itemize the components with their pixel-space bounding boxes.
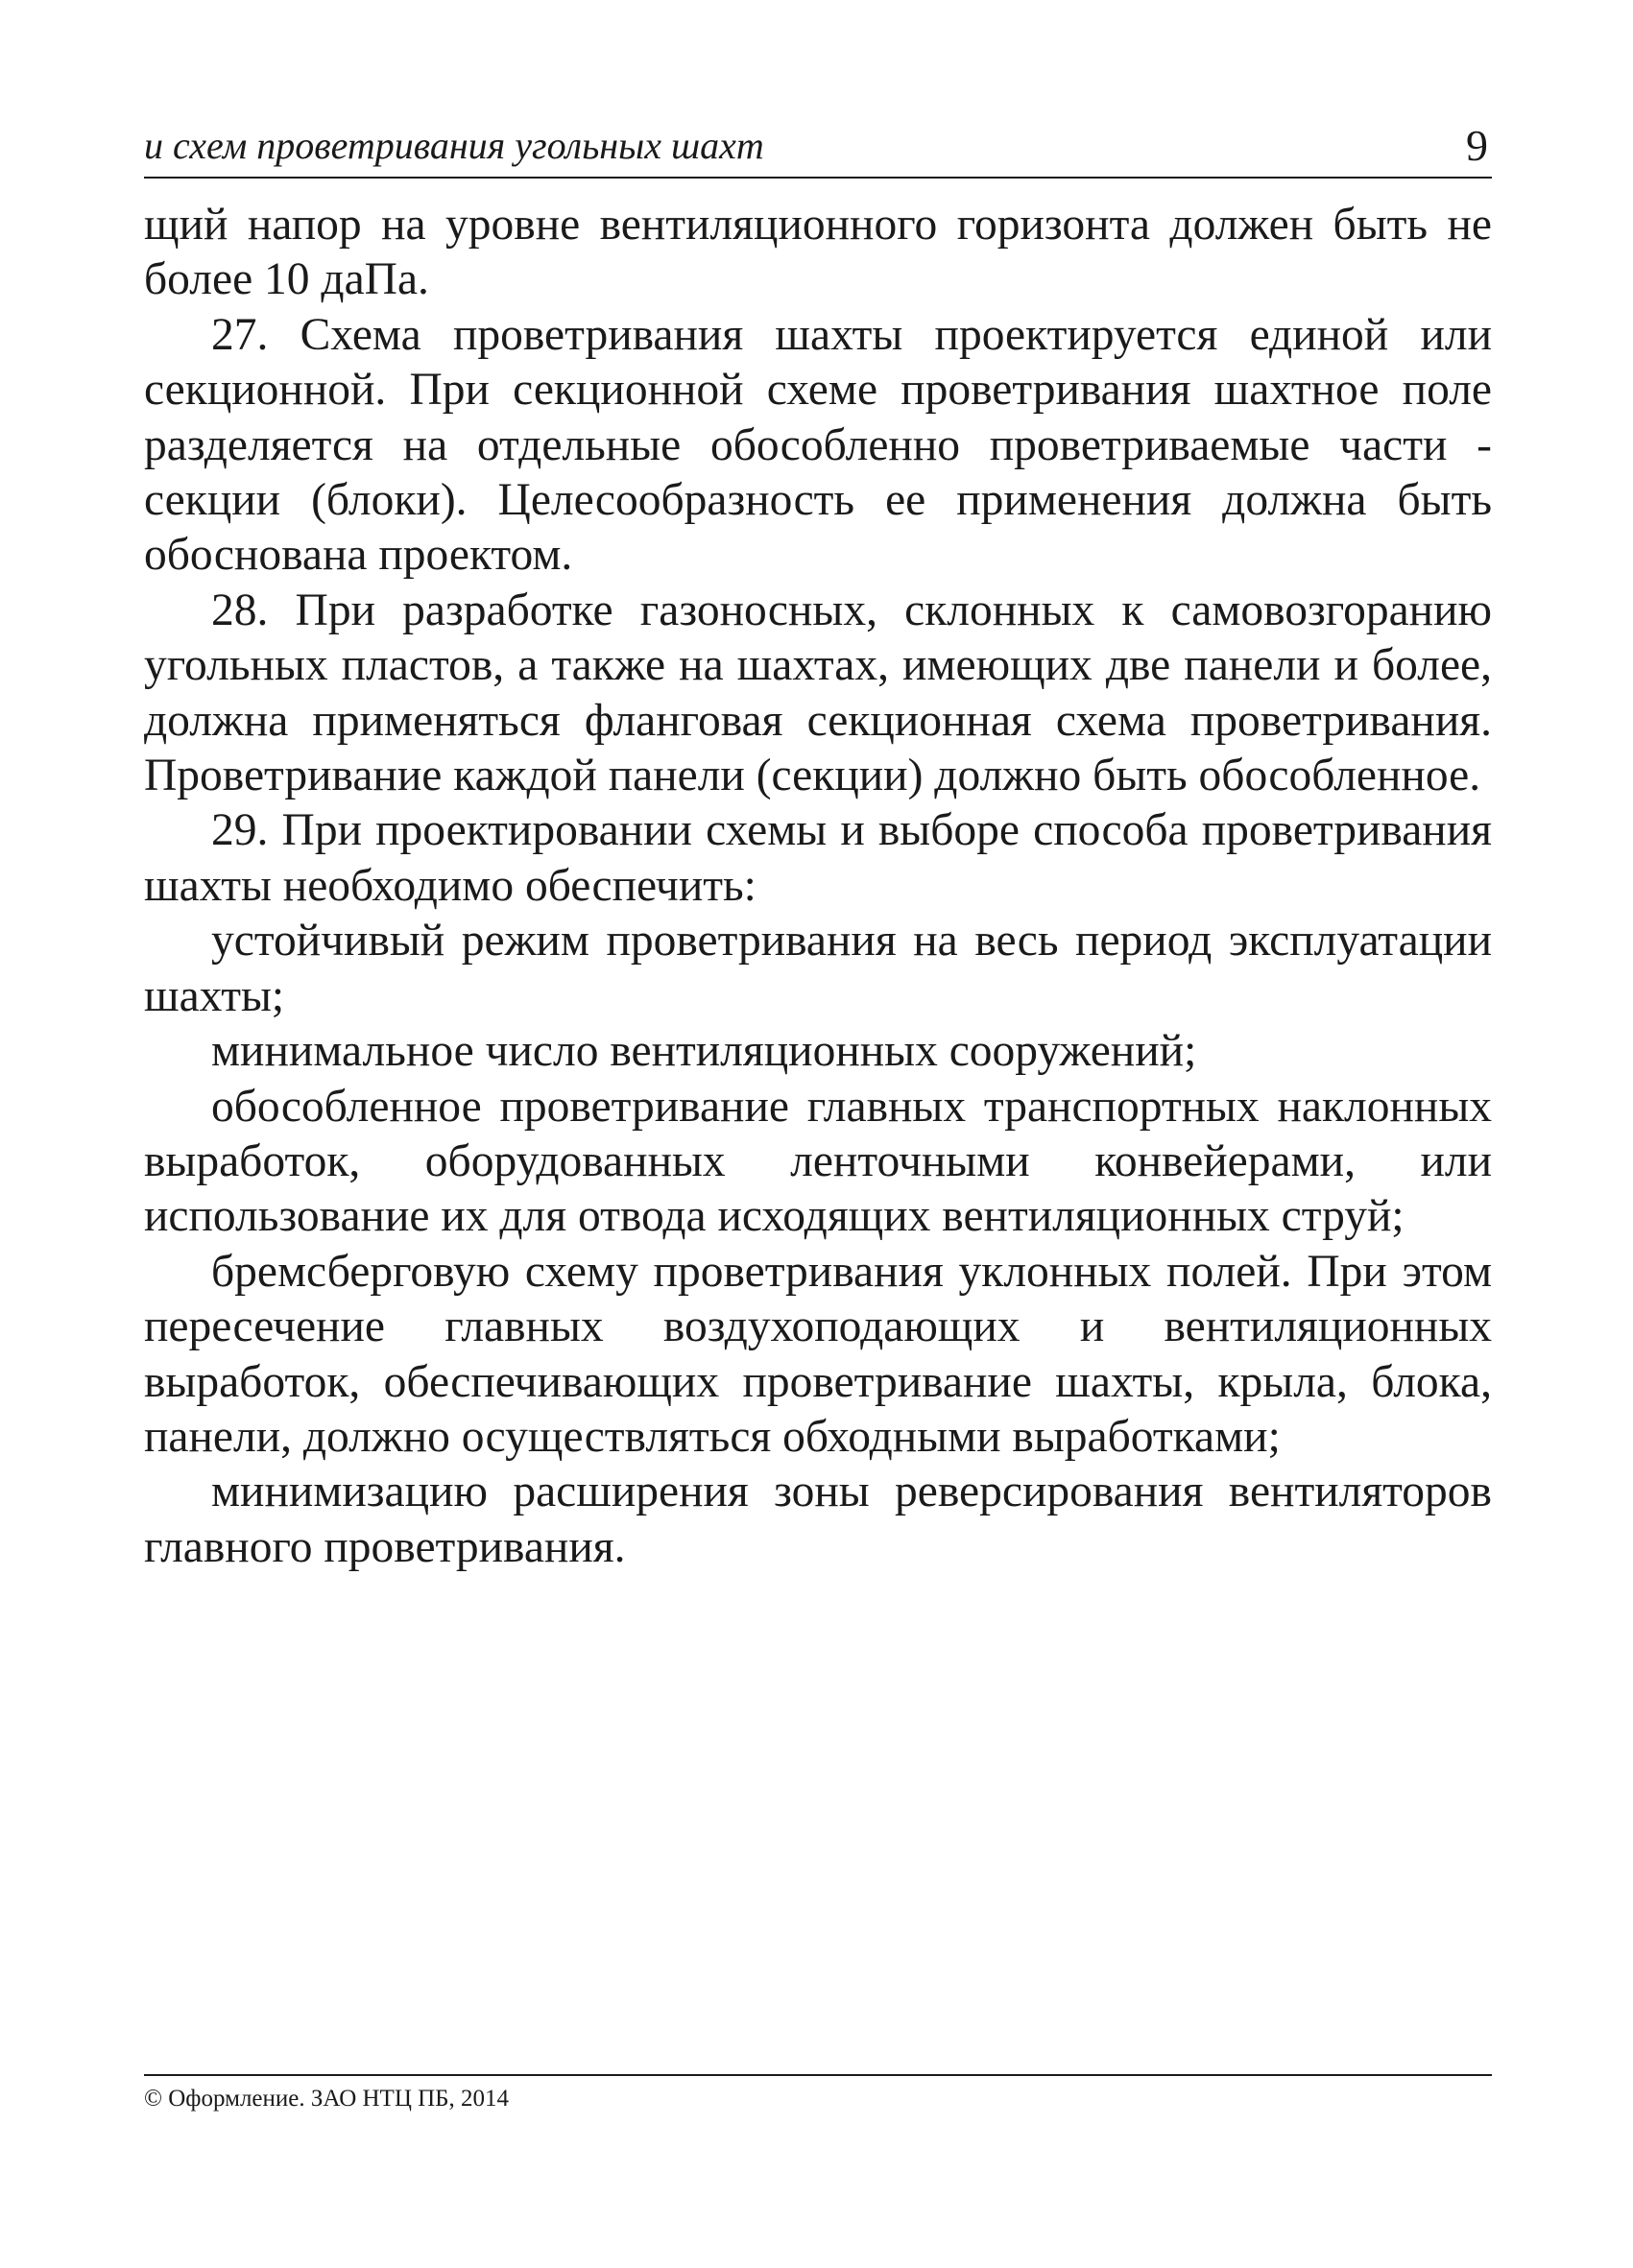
- list-item-min-structures: минимальное число вентиляционных сооружений;: [211, 1026, 1197, 1077]
- running-header: [144, 123, 1492, 177]
- list-item-brake-incline-scheme: бремсберговую схему проветривания уклонных полей. При этом пересечение главных воздухоподающих и вентиляционных выработок, обеспечивающих проветривание шахты, крыла, блока, панели, должно осуществляться обходными выработками;: [144, 1246, 1492, 1462]
- page-number: 9: [1466, 121, 1488, 170]
- paragraph-continuation: щий напор на уровне вентиляционного горизонта должен быть не более 10 даПа.: [144, 200, 1492, 305]
- body-text: [144, 198, 1492, 1575]
- list-item-reversal-zone: минимизацию расширения зоны реверсирования вентиляторов главного проветривания.: [144, 1467, 1492, 1572]
- paragraph-item-29: 29. При проектировании схемы и выборе способа проветривания шахты необходимо обеспечить:: [144, 805, 1492, 911]
- copyright-footer: © Оформление. ЗАО НТЦ ПБ, 2014: [144, 2086, 510, 2112]
- running-header-title: и схем проветривания угольных шахт: [144, 124, 764, 167]
- list-item-stable-mode: устойчивый режим проветривания на весь период эксплуатации шахты;: [144, 916, 1492, 1021]
- footer-rule: [144, 2074, 1492, 2076]
- list-item-separate-ventilation: обособленное проветривание главных транспортных наклонных выработок, оборудованных ленточными конвейерами, или использование их для отвода исходящих вентиляционных струй;: [144, 1081, 1492, 1242]
- paragraph-item-27: 27. Схема проветривания шахты проектируется единой или секционной. При секционной схеме проветривания шахтное поле разделяется на отдельные обособленно проветриваемые части - секции (блоки). Целесообразность ее применения должна быть обоснована проектом.: [144, 309, 1492, 581]
- paragraph-item-28: 28. При разработке газоносных, склонных к самовозгоранию угольных пластов, а также на шахтах, имеющих две панели и более, должна применяться фланговая секционная схема проветривания. Проветривание каждой панели (секции) должно быть обособленное.: [144, 585, 1492, 801]
- header-rule: [144, 177, 1492, 179]
